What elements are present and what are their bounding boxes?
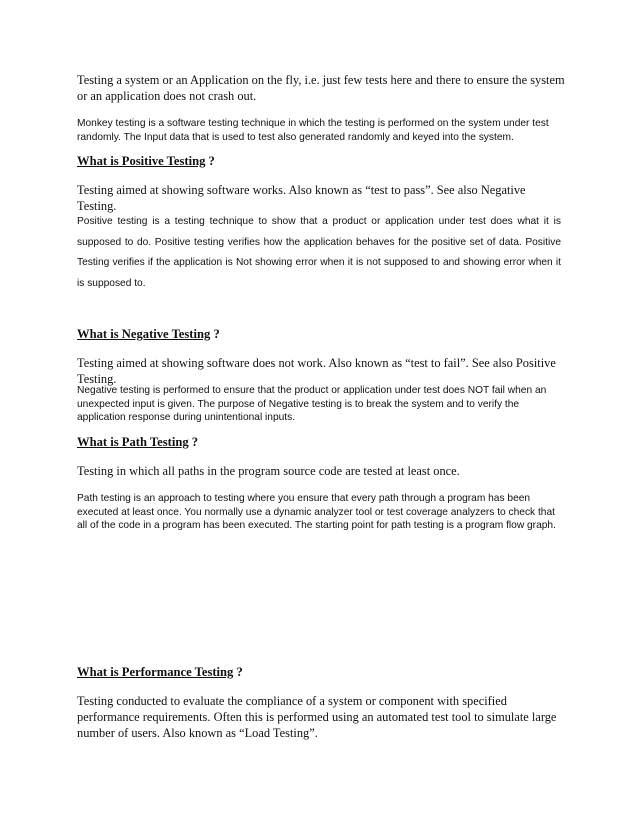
path-testing-heading-suffix: ?: [188, 435, 199, 449]
positive-testing-heading-text: What is Positive Testing: [77, 154, 206, 168]
path-testing-definition: Testing in which all paths in the program source code are tested at least once.: [77, 464, 460, 478]
path-testing-heading: [77, 435, 198, 450]
path-testing-heading-text: What is Path Testing: [77, 435, 189, 449]
fly-testing-paragraph: Testing a system or an Application on the fly, i.e. just few tests here and there to ensure the system or an application does not crash out.: [77, 73, 565, 103]
performance-testing-heading-suffix: ?: [233, 665, 243, 679]
positive-testing-heading-suffix: ?: [205, 154, 215, 168]
positive-testing-definition: Testing aimed at showing software works. Also known as “test to pass”. See also Negative Testing.: [77, 183, 526, 213]
path-testing-description: Path testing is an approach to testing where you ensure that every path through a program has been executed at least once. You normally use a dynamic analyzer tool or test coverage analyzers to check that all of the code in a program has been executed. The starting point for path testing is a program flow graph.: [77, 493, 556, 532]
performance-testing-definition: Testing conducted to evaluate the compliance of a system or component with specified performance requirements. Often this is performed using an automated test tool to simulate large number of users. Also known as “Load Testing”.: [77, 694, 557, 740]
performance-testing-heading: [77, 665, 243, 680]
positive-testing-heading: [77, 154, 215, 169]
negative-testing-heading-suffix: ?: [210, 327, 220, 341]
negative-testing-definition: Testing aimed at showing software does not work. Also known as “test to fail”. See also Positive Testing.: [77, 356, 556, 386]
monkey-testing-paragraph: Monkey testing is a software testing technique in which the testing is performed on the system under test randomly. The Input data that is used to test also generated randomly and keyed into the system.: [77, 118, 549, 143]
negative-testing-description: Negative testing is performed to ensure that the product or application under test does NOT fail when an unexpected input is given. The purpose of Negative testing is to break the system and to verify the application response during unintentional inputs.: [77, 385, 547, 424]
positive-testing-description: Positive testing is a testing technique to show that a product or application under test does what it is supposed to do. Positive testing verifies how the application behaves for the positive set of data. Positive Testing verifies if the application is Not showing error when it is not supposed to and showing error when it is supposed to.: [77, 216, 561, 289]
negative-testing-heading-text: What is Negative Testing: [77, 327, 211, 341]
negative-testing-heading: [77, 327, 220, 342]
performance-testing-heading-text: What is Performance Testing: [77, 665, 234, 679]
